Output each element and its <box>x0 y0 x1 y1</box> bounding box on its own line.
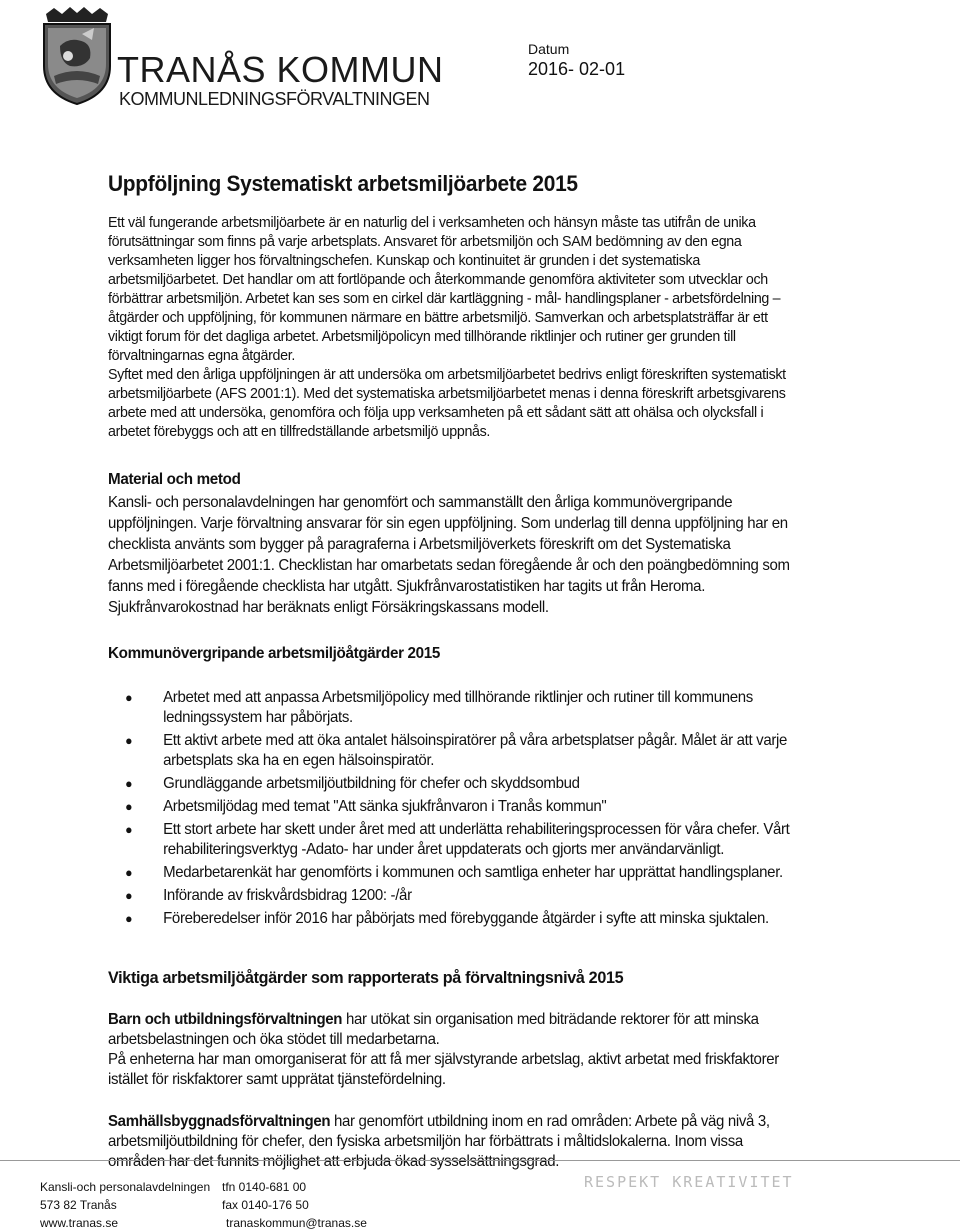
list-item-text: Ett aktivt arbete med att öka antalet hälsoinspiratörer på våra arbetsplatser pågår. Målet är att varje arbetsplats ska ha en egen hälsoinspiratör. <box>163 732 788 769</box>
organization-department: KOMMUNLEDNINGSFÖRVALTNINGEN <box>119 89 430 109</box>
footer-address <box>40 1178 210 1232</box>
intro-paragraph: Syftet med den årliga uppföljningen är att undersöka om arbetsmiljöarbetet bedrivs enligt föreskriften systematiskt arbetsmiljöarbete (AFS 2001:1). Med det systematiska arbetsmiljöarbetet menas i denna föreskrift arbetsgivarens arbete med att undersöka, genomföra och följa upp verksamheten på ett sådant sätt att ohälsa och olycksfall i arbetet förebyggs och att en tillfredställande arbetsmiljö uppnås. <box>108 366 786 440</box>
samhall-text: har genomfört utbildning inom en rad områden: Arbete på väg nivå 3, arbetsmiljöutbildning för chefer, den fysiska arbetsmiljön har förbättrats i måltidslokalerna. Inom vissa områden har det funnits möjlighet att erbjuda ökad sysselsättningsgrad. <box>108 1113 770 1170</box>
list-item <box>125 886 801 906</box>
measures-list <box>108 688 802 929</box>
barn-department-name: Barn och utbildningsförvaltningen <box>108 1011 343 1028</box>
footer-divider <box>0 1160 960 1161</box>
footer-phone: tfn 0140-681 00 <box>222 1180 307 1194</box>
footer-postal: 573 82 Tranås <box>40 1198 117 1212</box>
footer-dept: Kansli-och personalavdelningen <box>40 1180 211 1194</box>
bullet-icon: ● <box>125 822 133 837</box>
date-label: Datum <box>528 41 570 57</box>
barn-paragraph <box>108 1010 802 1050</box>
list-item-text: Införande av friskvårdsbidrag 1200: -/år <box>163 887 412 904</box>
document-body <box>108 170 802 1172</box>
bullet-icon: ● <box>125 865 133 880</box>
samhallsbyggnad-section <box>108 1112 802 1172</box>
intro-section <box>108 213 802 441</box>
barn-paragraph-2: På enheterna har man omorganiserat för att få mer självstyrande arbetslag, aktivt arbetat med friskfaktorer istället för riskfaktorer samt upprätat tjänstefördelning. <box>108 1051 779 1088</box>
organization-name: TRANÅS KOMMUN <box>117 49 444 90</box>
list-item <box>125 863 801 883</box>
list-item-text: Grundläggande arbetsmiljöutbildning för chefer och skyddsombud <box>163 775 580 792</box>
municipal-coat-of-arms-icon <box>40 6 114 106</box>
footer-web-link[interactable]: www.tranas.se <box>40 1216 119 1230</box>
bullet-icon: ● <box>125 888 133 903</box>
list-item-text: Ett stort arbete har skett under året med att underlätta rehabiliteringsprocessen för våra chefer. Vårt rehabiliteringsverktyg -Adato- har under året uppdaterats och gjorts mer användarvänligt. <box>163 821 790 858</box>
material-text: Kansli- och personalavdelningen har genomfört och sammanställt den årliga kommunövergripande uppföljningen. Varje förvaltning ansvarar för sin egen uppföljning. Som underlag till denna uppföljning har en checklista använts som bygger på paragraferna i Arbetsmiljöverkets föreskrift om det Systematiska Arbetsmiljöarbetet 2001:1. Checklistan har omarbetats sedan föregående år och den poängbedömning som fanns med i föregående checklista har utgått. Sjukfrånvarostatistiken har tagits ut från Heroma. Sjukfrånvarokostnad har beräknats enligt Försäkringskassans modell. <box>108 494 790 616</box>
list-item <box>125 731 801 771</box>
list-item <box>125 797 801 817</box>
kommun-section <box>108 644 802 929</box>
list-item <box>125 688 801 728</box>
bullet-icon: ● <box>125 799 133 814</box>
bullet-icon: ● <box>125 690 133 705</box>
samhall-paragraph <box>108 1112 802 1172</box>
list-item <box>125 909 801 929</box>
material-section <box>108 470 802 618</box>
footer-contact <box>222 1178 309 1214</box>
viktiga-heading: Viktiga arbetsmiljöåtgärder som rapporterats på förvaltningsnivå 2015 <box>108 968 624 987</box>
footer-fax: fax 0140-176 50 <box>222 1198 309 1212</box>
date-value: 2016- 02-01 <box>528 59 626 79</box>
list-item <box>125 820 801 860</box>
viktiga-section <box>108 968 802 1172</box>
list-item <box>125 774 801 794</box>
list-item-text: Medarbetarenkät har genomförts i kommunen och samtliga enheter har upprättat handlingsplaner. <box>163 864 783 881</box>
document-title: Uppföljning Systematiskt arbetsmiljöarbete 2015 <box>108 171 578 196</box>
intro-paragraph: Ett väl fungerande arbetsmiljöarbete är en naturlig del i verksamheten och hänsyn måste tas utifrån de unika förutsättningar som finns på varje arbetsplats. Ansvaret för arbetsmiljön och SAM bedömning av den egna verksamheten ligger hos förvaltningschefen. Kunskap och kontinuitet är grunden i det systematiska arbetsmiljöarbetet. Det handlar om att fortlöpande och återkommande genomföra aktiviteter som utvecklar och förbättrar arbetsmiljön. Arbetet kan ses som en cirkel där kartläggning - mål- handlingsplaner - arbetsfördelning – åtgärder och uppföljning, för kommunen närmare en bättre arbetsmiljö. Samverkan och arbetsplatsträffar är ett viktigt forum för det dagliga arbetet. Arbetsmiljöpolicyn med tillhörande riktlinjer och rutiner ger grunden till förvaltningarnas egna åtgärder. <box>108 214 781 364</box>
bullet-icon: ● <box>125 733 133 748</box>
samhall-department-name: Samhällsbyggnadsförvaltningen <box>108 1113 331 1130</box>
footer-stamp: RESPEKT KREATIVITET <box>584 1173 794 1191</box>
bullet-icon: ● <box>125 776 133 791</box>
list-item-text: Föreberedelser inför 2016 har påbörjats med förebyggande åtgärder i syfte att minska sjuktalen. <box>163 910 769 927</box>
list-item-text: Arbetet med att anpassa Arbetsmiljöpolicy med tillhörande riktlinjer och rutiner till kommunens ledningssystem har påbörjats. <box>163 689 753 726</box>
kommun-heading: Kommunövergripande arbetsmiljöåtgärder 2015 <box>108 645 441 662</box>
material-heading: Material och metod <box>108 471 241 488</box>
barn-text: har utökat sin organisation med biträdande rektorer för att minska arbetsbelastningen och öka stödet till medarbetarna. <box>108 1011 759 1048</box>
bullet-icon: ● <box>125 911 133 926</box>
barn-utbildning-section <box>108 1010 802 1090</box>
list-item-text: Arbetsmiljödag med temat "Att sänka sjukfrånvaron i Tranås kommun" <box>163 798 607 815</box>
footer-email-link[interactable]: tranaskommun@tranas.se <box>226 1216 367 1230</box>
